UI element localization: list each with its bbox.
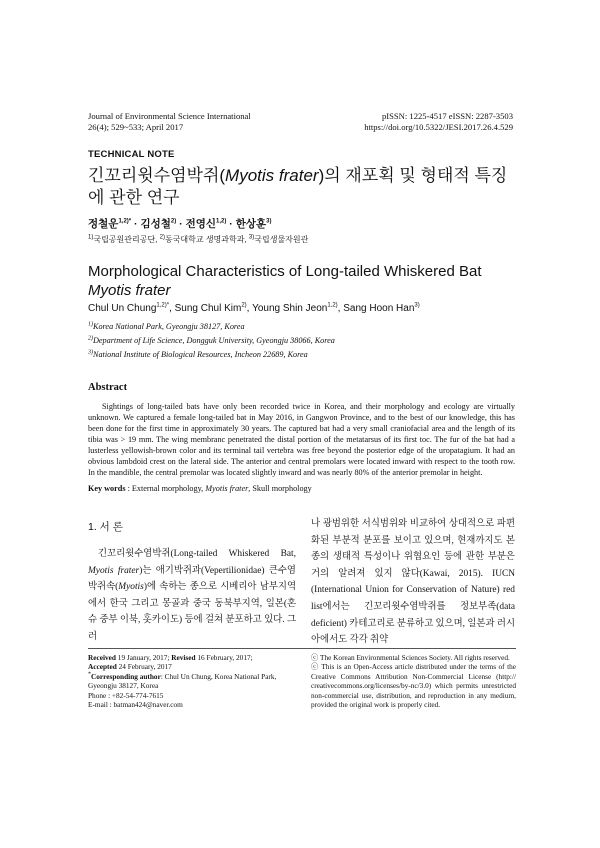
korean-title-part1: 긴꼬리윗수염박쥐( <box>88 166 226 185</box>
english-author: Chul Un Chung <box>88 303 157 314</box>
english-title-species: Myotis frater <box>88 282 171 299</box>
english-author: Sung Chul Kim <box>174 303 242 314</box>
doi-link[interactable]: https://doi.org/10.5322/JESI.2017.26.4.529 <box>364 122 513 132</box>
english-title-main: Morphological Characteristics of Long-tailed Whiskered Bat <box>88 263 482 280</box>
affiliation-1: $^{1)}$Korea National Park, Gyeongju 38127, Korea <box>88 321 245 331</box>
korean-author: 김성철 <box>140 218 171 230</box>
english-author: Young Shin Jeon <box>252 303 328 314</box>
phone: Phone : +82-54-774-7615 <box>88 690 164 700</box>
section-label: TECHNICAL NOTE <box>88 149 175 160</box>
abstract-heading: Abstract <box>88 382 128 393</box>
corresponding-author: *Corresponding author: Chul Un Chung, Korea National Park, Gyeongju 38127, Korea <box>88 671 277 691</box>
section-heading: 1. 서 론 <box>88 521 123 533</box>
issn: pISSN: 1225-4517 eISSN: 2287-3503 <box>381 111 513 121</box>
korean-affiliations: $^{1)}$국립공원관리공단, $^{2)}$동국대학교 생명과학과, $^{3)}$국립생물자원관 <box>88 234 309 244</box>
copyright-notice: ⓒ The Korean Environmental Sciences Society. All rights reserved. <box>311 653 510 662</box>
email[interactable]: E-mail : batman424@naver.com <box>88 700 183 710</box>
korean-author: 한상훈 <box>235 218 267 230</box>
journal-header <box>88 111 251 133</box>
keywords: Key words : External morphology, Myotis frater, Skull morphology <box>88 484 312 493</box>
affiliation-3: $^{3)}$National Institute of Biological Resources, Incheon 22689, Korea <box>88 349 308 359</box>
license-notice: ⓒ This is an Open-Access article distributed under the terms of the Creative Commons Attribution Non-Commercial License (http:// creativecommons.org/licenses/by-nc/3.0) which permits unrestricted non-commercial use, distribution, and reproduction in any medium, provided the original work is properly cited. <box>311 662 516 710</box>
korean-title <box>88 165 518 209</box>
english-author: Sang Hoon Han <box>343 303 415 314</box>
english-title <box>88 262 528 300</box>
abstract-body: Sightings of long-tailed bats have only been recorded twice in Korea, and their morphology and ecology are virtually unknown. We captured a female long-tailed bat in May 2016, in Gangwon Province, and to the best of our knowledge, this has been done for the first time in approximately 30 years. The captured bat had a very small craniofacial area and the length of its tibia was > 19 mm. The wing membranc penetrated the distal portion of the metatarsus of its first toc. The fur of the bat had a lusterless yellowish-brown color and its terminal tail vertebra was free beyond the posterior edge of the uropatagium. It had an obvious lambdoid crest on the lateral side. The anterior and central premolars were located inward with respect to the tooth row. In the mandible, the central premolar was located slightly inward and was nearly 80% of the anterior premolar in height. <box>88 402 515 477</box>
korean-title-species: Myotis frater <box>225 166 319 185</box>
body-column-right: 나 광범위한 서식범위와 비교하여 상대적으로 파편화된 부분적 분포를 보이고 있으며, 현재까지도 본 종의 생태적 특성이나 위협요인 등에 관한 부분은 거의 알려져 있지 않다(Kawai, 2015). IUCN (International Union for Conservation of Nature) red list에서는 긴꼬리윗수염박쥐를 정보부족(data deficient) 카테고리로 분류하고 있으며, 일본과 러시아에서도 각각 취약 <box>311 519 515 646</box>
journal-volume: 26(4); 529~533; April 2017 <box>88 122 184 132</box>
korean-author: 전영신 <box>185 218 217 230</box>
body-column-left: 긴꼬리윗수염박쥐(Long-tailed Whiskered Bat, Myotis frater)는 애기박쥐과(Vepertilionidae) 큰수염박쥐속(Myotis)에 속하는 종으로 시베리아 남부지역에서 한국 그리고 몽골과 중국 동북부지역, 일본(혼슈 중부 이북, 홋카이도) 등에 걸쳐 분포하고 있다. 그러 <box>88 549 296 642</box>
korean-title-part2: )의 재포획 및 형태적 특징에 관한 연구 <box>88 166 508 207</box>
footnote-dates: Received 19 January, 2017; Revised 16 February, 2017; Accepted 24 February, 2017 *Corresponding author: Chul Un Chung, Korea National Park, Gyeongju 38127, Korea Phone : +82-54-774-7615 E-mail : batman424@naver.com <box>88 653 296 709</box>
journal-name: Journal of Environmental Science International <box>88 111 251 121</box>
english-authors: Chul Un Chung$^{1,2)*}$, Sung Chul Kim$^{2)}$, Young Shin Jeon$^{1,2)}$, Sang Hoon Han$^{3)}$ <box>88 302 420 314</box>
footnote-license <box>311 653 516 709</box>
keywords-label: Key words <box>88 484 126 493</box>
footnote-divider <box>88 648 516 649</box>
korean-authors: 정철운$^{1,2)*}$ · 김성철$^{2)}$ · 전영신$^{1,2)}$ · 한상훈$^{3)}$ <box>88 218 272 230</box>
korean-author: 정철운 <box>88 218 119 230</box>
issn-header <box>364 111 513 133</box>
affiliation-2: $^{2)}$Department of Life Science, Dongguk University, Gyeongju 38066, Korea <box>88 335 335 345</box>
